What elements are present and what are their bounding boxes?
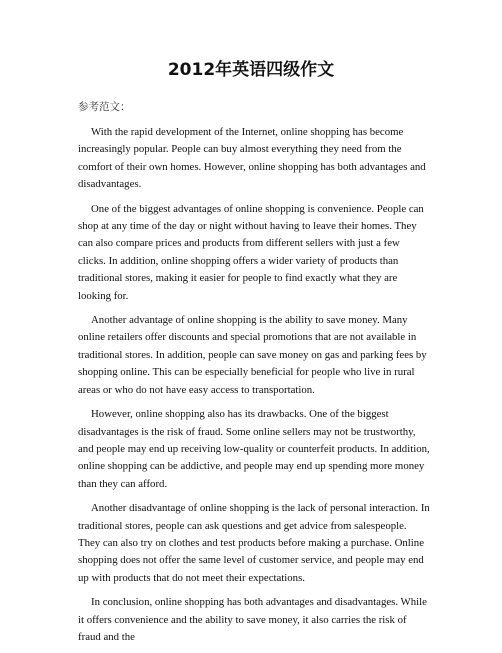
- paragraph-2: One of the biggest advantages of online shopping is convenience. People can shop at any time of the day or night without having to leave their homes. They can also compare prices and products from different sellers with just a few clicks. In addition, online shopping offers a wider variety of products than traditional stores, making it easier for people to find exactly what they are looking for.: [78, 202, 424, 302]
- paragraph-5: Another disadvantage of online shopping is the lack of personal interaction. In traditional stores, people can ask questions and get advice from salespeople. They can also try on clothes and test products before making a purchase. Online shopping does not offer the same level of customer service, and people may end up with products that do not meet their expectations.: [78, 502, 430, 584]
- paragraph-1: With the rapid development of the Internet, online shopping has become increasingly popular. People can buy almost everything they need from the comfort of their own homes. However, online shopping has both advantages and disadvantages.: [78, 126, 426, 191]
- paragraph-6: In conclusion, online shopping has both advantages and disadvantages. While it offers convenience and the ability to save money, it also carries the risk of fraud and the: [78, 596, 427, 643]
- paragraph-3: Another advantage of online shopping is the ability to save money. Many online retailers offer discounts and special promotions that are not available in traditional stores. In addition, people can save money on gas and parking fees by shopping online. This can be especially beneficial for people who live in rural areas or who do not have easy access to transportation.: [78, 314, 427, 396]
- essay-body: [78, 124, 430, 653]
- paragraph-4: However, online shopping also has its drawbacks. One of the biggest disadvantages is the risk of fraud. Some online sellers may not be trustworthy, and people may end up receiving low-quality or counterfeit products. In addition, online shopping can be addictive, and people may end up spending more money than they can afford.: [78, 408, 430, 490]
- document-title: 2012年英语四级作文: [167, 60, 335, 80]
- sample-essay-label: 参考范文：: [78, 102, 131, 113]
